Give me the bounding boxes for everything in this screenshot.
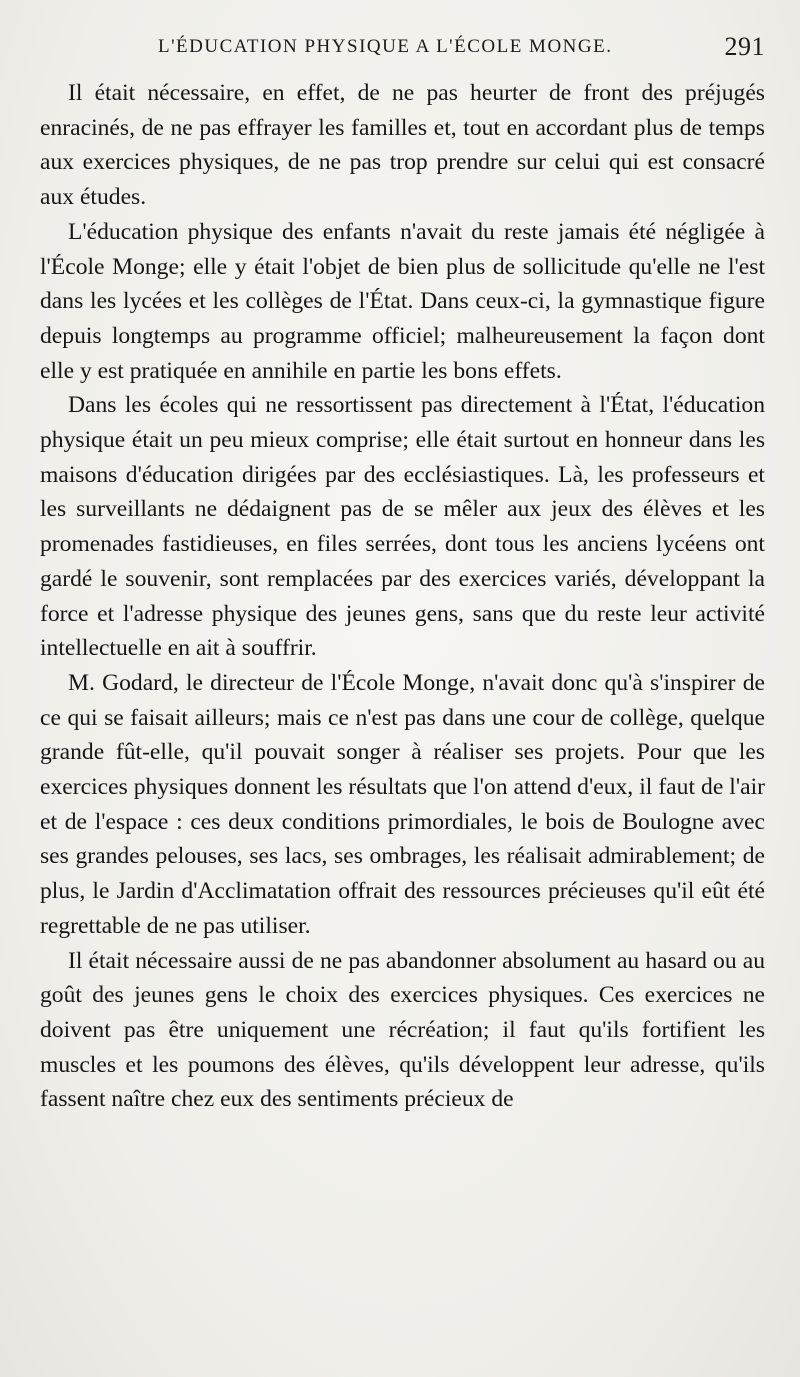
paragraph-3: Dans les écoles qui ne ressortissent pas directement à l'État, l'éducation physique était un peu mieux comprise; elle était surtout en honneur dans les maisons d'éducation dirigées par des ecclésiastiques. Là, les professeurs et les surveillants ne dédaignent pas de se mêler aux jeux des élèves et les promenades fastidieuses, en files serrées, dont tous les anciens lycéens ont gardé le souvenir, sont remplacées par des exercices variés, développant la force et l'adresse physique des jeunes gens, sans que du reste leur activité intellectuelle en ait à souffrir. [40,392,765,662]
running-title: L'ÉDUCATION PHYSIQUE A L'ÉCOLE MONGE. [158,36,613,57]
paragraph-2: L'éducation physique des enfants n'avait du reste jamais été négligée à l'École Monge; elle y était l'objet de bien plus de sollicitude qu'elle ne l'est dans les lycées et les collèges de l'État. Dans ceux-ci, la gymnastique figure depuis longtemps au programme officiel; malheureusement la façon dont elle y est pratiquée en annihile en partie les bons effets. [40,218,765,384]
paragraph-4: M. Godard, le directeur de l'École Monge, n'avait donc qu'à s'inspirer de ce qui se faisait ailleurs; mais ce n'est pas dans une cour de collège, quelque grande fût-elle, qu'il pouvait songer à réaliser ses projets. Pour que les exercices physiques donnent les résultats que l'on attend d'eux, il faut de l'air et de l'espace : ces deux conditions primordiales, le bois de Boulogne avec ses grandes pelouses, ses lacs, ses ombrages, les réalisait admirablement; de plus, le Jardin d'Acclimatation offrait des ressources précieuses qu'il eût été regrettable de ne pas utiliser. [40,669,765,939]
paragraph-5: Il était nécessaire aussi de ne pas abandonner absolument au hasard ou au goût des jeunes gens le choix des exercices physiques. Ces exercices ne doivent pas être uniquement une récréation; il faut qu'ils fortifient les muscles et les poumons des élèves, qu'ils développent leur adresse, qu'ils fassent naître chez eux des sentiments précieux de [40,947,765,1113]
page-number: 291 [724,32,765,61]
paragraph-1: Il était nécessaire, en effet, de ne pas heurter de front des préjugés enracinés, de ne pas effrayer les familles et, tout en accordant plus de temps aux exercices physiques, de ne pas trop prendre sur celui qui est consacré aux études. [40,80,765,211]
body-text [40,76,765,1117]
running-header [40,32,765,66]
